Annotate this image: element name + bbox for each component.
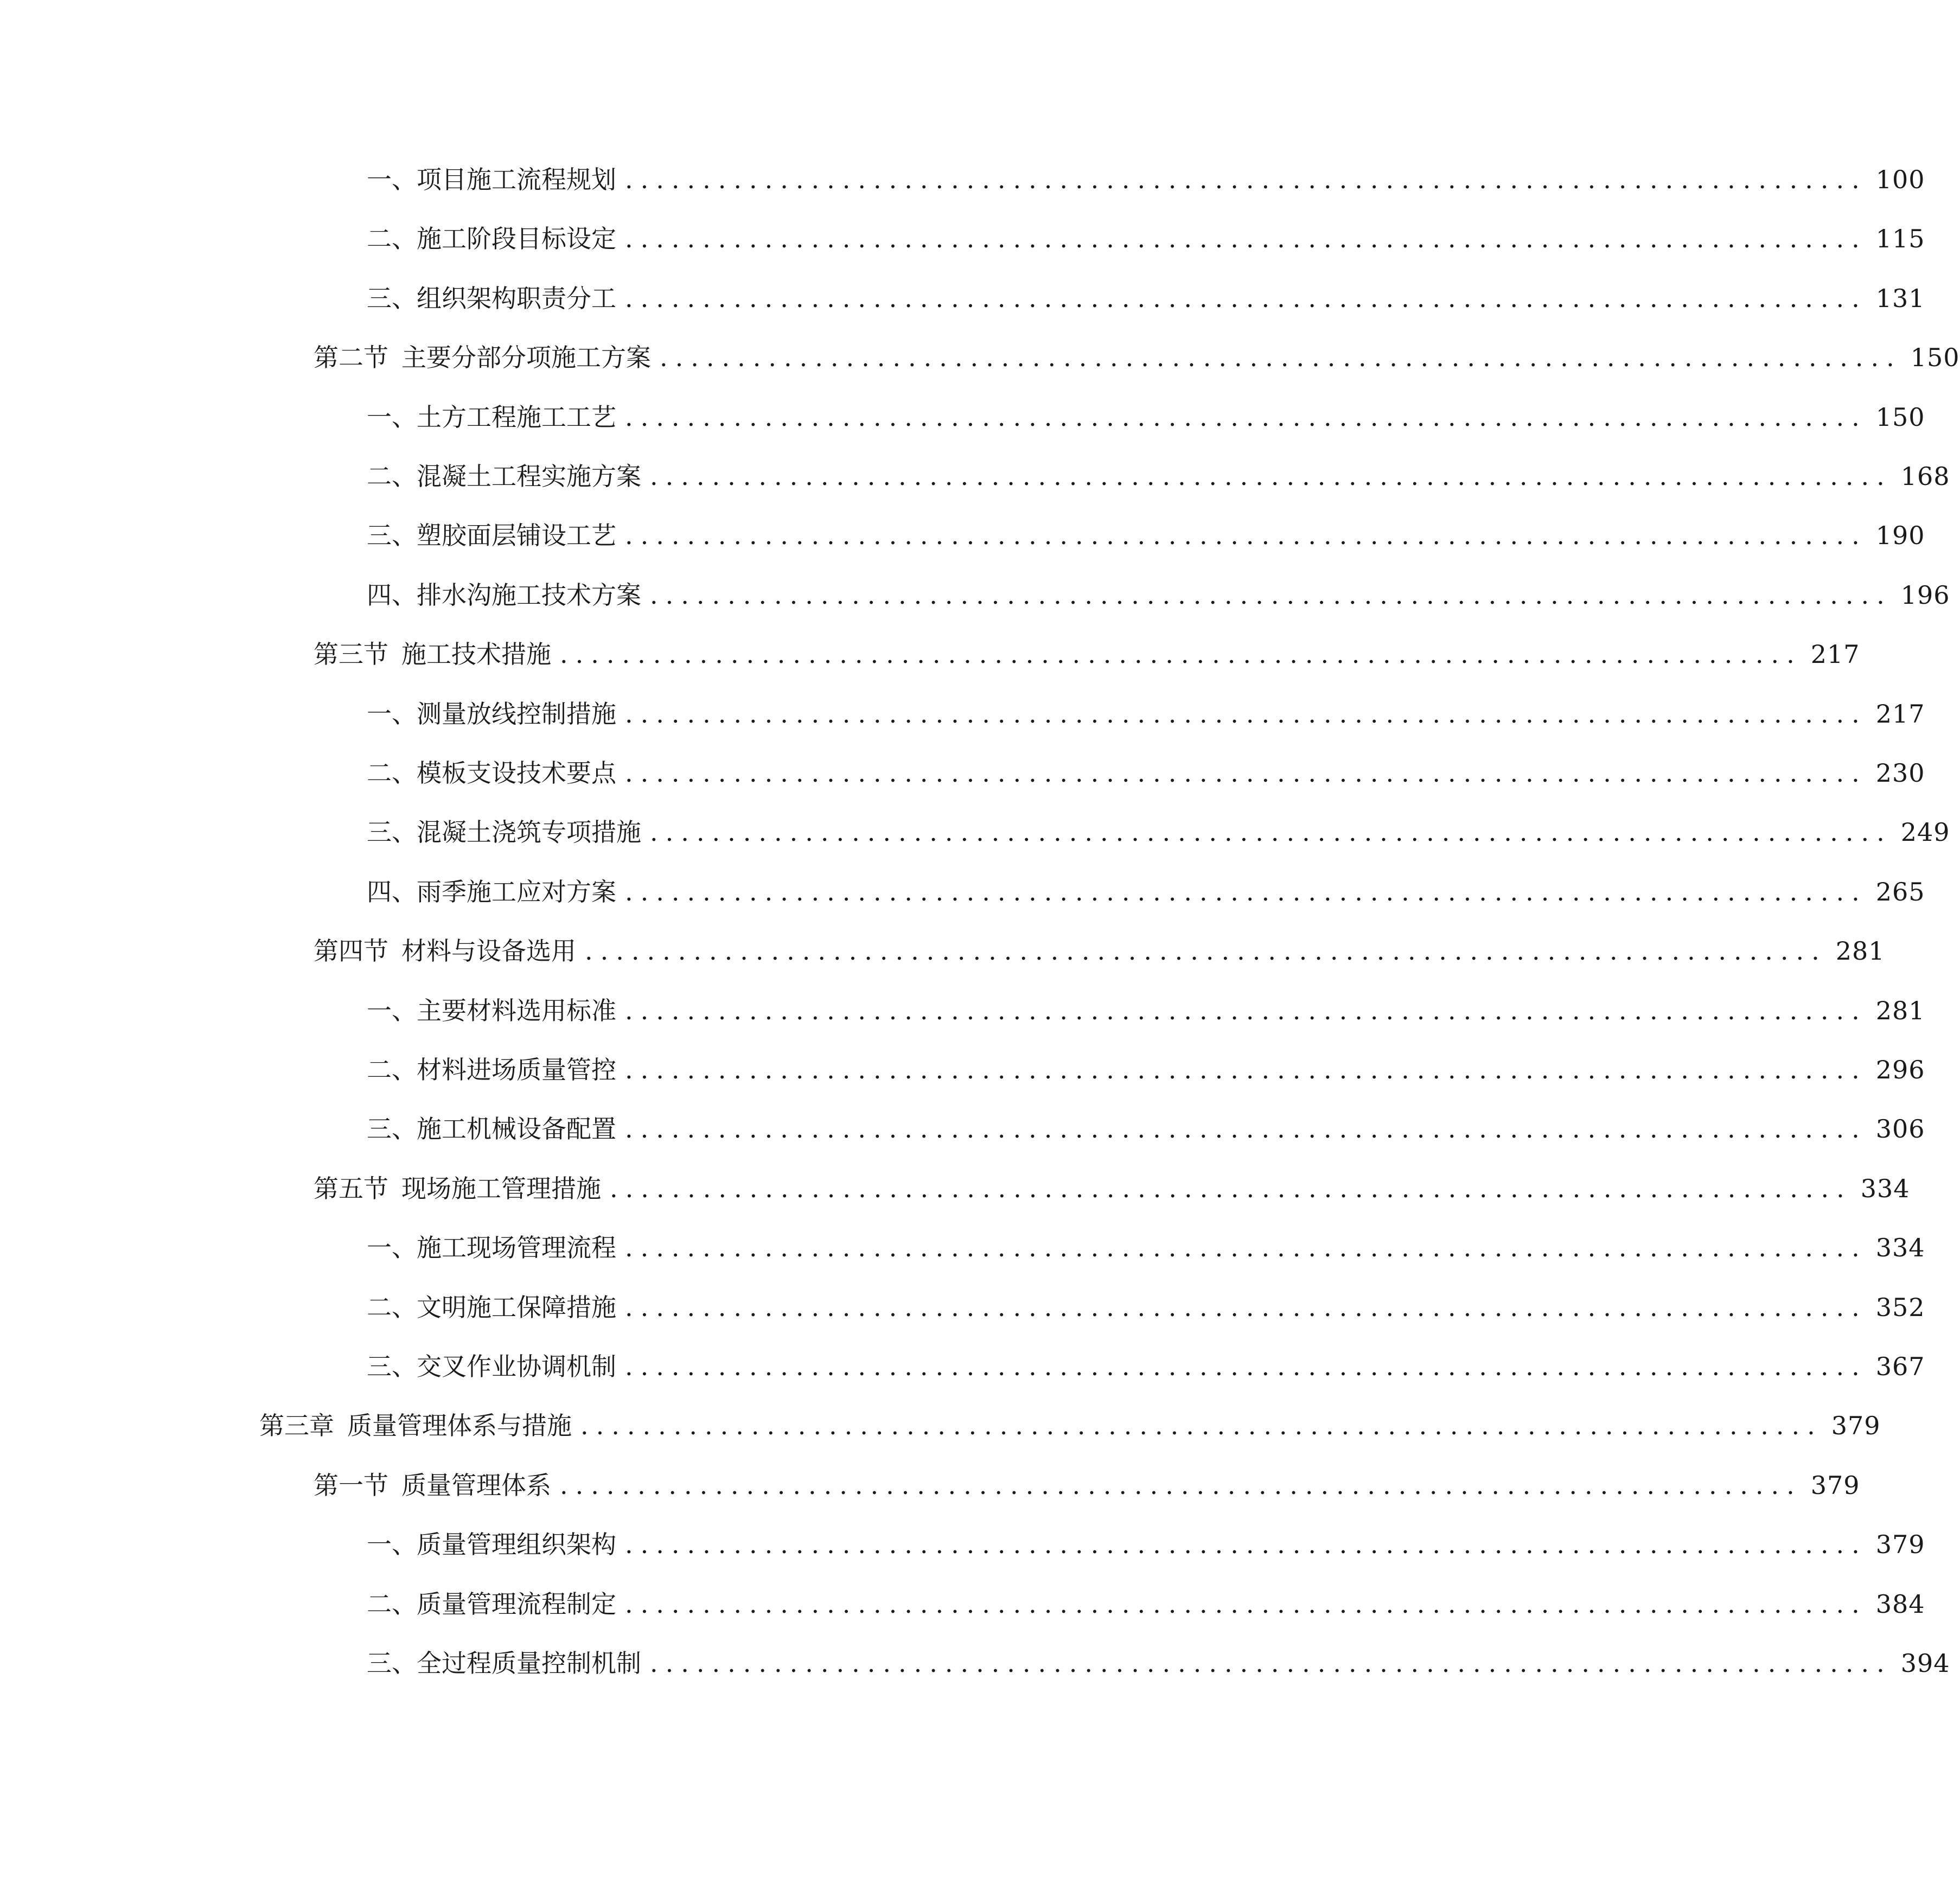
toc-entry-page: 131 (1875, 284, 1925, 313)
toc-entry-number: 第四节 (314, 936, 388, 966)
toc-entry[interactable] (367, 279, 1925, 317)
toc-entry-page: 379 (1810, 1471, 1860, 1500)
toc-entry-title: 施工阶段目标设定 (417, 224, 616, 253)
toc-entry-number: 第三章 (259, 1411, 334, 1440)
toc-entry-title: 混凝土工程实施方案 (417, 462, 641, 491)
toc-dot-leader: ................................................................................ (560, 640, 1802, 669)
toc-entry-title: 施工现场管理流程 (417, 1233, 616, 1262)
toc-entry[interactable] (367, 1348, 1925, 1385)
toc-entry-title: 全过程质量控制机制 (417, 1649, 641, 1678)
toc-entry[interactable] (367, 1051, 1925, 1089)
toc-entry[interactable] (314, 1170, 1910, 1208)
toc-dot-leader: ................................................................................ (625, 996, 1867, 1025)
toc-entry[interactable] (367, 992, 1925, 1030)
toc-entry[interactable] (314, 932, 1885, 970)
toc-entry-page: 150 (1875, 403, 1925, 432)
toc-dot-leader: ................................................................................ (625, 699, 1867, 729)
toc-entry[interactable] (367, 161, 1925, 199)
toc-entry-number: 一、 (367, 996, 417, 1025)
toc-dot-leader: ................................................................................ (625, 758, 1867, 788)
toc-entry-page: 367 (1875, 1352, 1925, 1381)
toc-entry-title: 主要材料选用标准 (417, 996, 616, 1025)
toc-dot-leader: ................................................................................ (625, 877, 1867, 906)
toc-entry-number: 三、 (367, 284, 417, 313)
toc-entry-page: 115 (1875, 224, 1925, 253)
toc-entry-number: 一、 (367, 165, 417, 194)
toc-entry-title: 主要分部分项施工方案 (401, 343, 651, 372)
toc-entry-number: 三、 (367, 1352, 417, 1381)
toc-entry-number: 三、 (367, 1649, 417, 1678)
toc-entry-title: 项目施工流程规划 (417, 165, 616, 194)
toc-entry-page: 379 (1831, 1411, 1881, 1440)
toc-dot-leader: ................................................................................ (625, 224, 1867, 253)
toc-entry[interactable] (367, 873, 1925, 911)
toc-entry-number: 三、 (367, 521, 417, 550)
toc-dot-leader: ................................................................................ (560, 1471, 1802, 1500)
toc-entry-page: 394 (1900, 1649, 1950, 1678)
toc-entry-number: 二、 (367, 462, 417, 491)
toc-entry-page: 352 (1875, 1293, 1925, 1322)
toc-entry-number: 一、 (367, 1233, 417, 1262)
toc-entry-page: 379 (1875, 1530, 1925, 1559)
toc-entry-page: 281 (1835, 936, 1885, 966)
toc-entry[interactable] (259, 1407, 1881, 1445)
toc-entry-page: 249 (1900, 818, 1950, 847)
toc-entry-title: 质量管理体系 (401, 1471, 551, 1500)
toc-entry-page: 265 (1875, 877, 1925, 906)
toc-entry[interactable] (314, 635, 1860, 673)
toc-entry-number: 一、 (367, 403, 417, 432)
toc-entry-page: 281 (1875, 996, 1925, 1025)
toc-dot-leader: ................................................................................ (625, 1114, 1867, 1144)
toc-entry-page: 190 (1875, 521, 1925, 550)
toc-dot-leader: ................................................................................ (650, 580, 1892, 610)
toc-entry-number: 四、 (367, 580, 417, 610)
toc-entry-number: 二、 (367, 1589, 417, 1619)
toc-entry-number: 二、 (367, 1055, 417, 1084)
toc-entry[interactable] (314, 1466, 1860, 1504)
toc-entry-title: 交叉作业协调机制 (417, 1352, 616, 1381)
toc-entry-page: 296 (1875, 1055, 1925, 1084)
toc-entry-page: 217 (1810, 640, 1860, 669)
toc-entry-number: 第二节 (314, 343, 388, 372)
toc-entry-page: 196 (1900, 580, 1950, 610)
toc-entry-title: 模板支设技术要点 (417, 758, 616, 788)
toc-entry-title: 塑胶面层铺设工艺 (417, 521, 616, 550)
toc-entry-number: 三、 (367, 1114, 417, 1144)
toc-entry-title: 质量管理体系与措施 (347, 1411, 572, 1440)
toc-entry-number: 第一节 (314, 1471, 388, 1500)
toc-entry-title: 施工技术措施 (401, 640, 551, 669)
toc-entry-page: 306 (1875, 1114, 1925, 1144)
toc-dot-leader: ................................................................................ (625, 521, 1867, 550)
toc-entry-title: 测量放线控制措施 (417, 699, 616, 729)
toc-entry-title: 质量管理组织架构 (417, 1530, 616, 1559)
toc-entry[interactable] (367, 1585, 1925, 1623)
toc-entry[interactable] (367, 813, 1950, 851)
toc-entry-page: 217 (1875, 699, 1925, 729)
toc-entry[interactable] (367, 220, 1925, 258)
toc-entry-title: 混凝土浇筑专项措施 (417, 818, 641, 847)
toc-dot-leader: ................................................................................ (650, 818, 1892, 847)
toc-entry-page: 100 (1875, 165, 1925, 194)
toc-entry-title: 组织架构职责分工 (417, 284, 616, 313)
toc-dot-leader: ................................................................................ (625, 1055, 1867, 1084)
toc-entry-number: 第三节 (314, 640, 388, 669)
toc-entry-page: 168 (1900, 462, 1950, 491)
toc-entry[interactable] (314, 339, 1960, 376)
toc-entry-number: 第五节 (314, 1174, 388, 1203)
toc-entry-number: 二、 (367, 224, 417, 253)
toc-entry[interactable] (367, 457, 1950, 495)
toc-entry-title: 排水沟施工技术方案 (417, 580, 641, 610)
toc-entry-title: 文明施工保障措施 (417, 1293, 616, 1322)
toc-entry[interactable] (367, 754, 1925, 792)
toc-entry-title: 土方工程施工工艺 (417, 403, 616, 432)
toc-dot-leader: ................................................................................ (625, 1293, 1867, 1322)
toc-entry-number: 一、 (367, 699, 417, 729)
toc-entry-title: 施工机械设备配置 (417, 1114, 616, 1144)
toc-dot-leader: ................................................................................ (625, 284, 1867, 313)
toc-entry-title: 质量管理流程制定 (417, 1589, 616, 1619)
toc-entry-page: 384 (1875, 1589, 1925, 1619)
toc-entry-title: 材料进场质量管控 (417, 1055, 616, 1084)
toc-entry-number: 一、 (367, 1530, 417, 1559)
toc-dot-leader: ................................................................................ (625, 403, 1867, 432)
toc-dot-leader: ................................................................................ (650, 1649, 1892, 1678)
toc-entry[interactable] (367, 1644, 1950, 1682)
toc-entry-title: 现场施工管理措施 (401, 1174, 601, 1203)
toc-dot-leader: ................................................................................ (650, 462, 1892, 491)
toc-entry-title: 雨季施工应对方案 (417, 877, 616, 906)
toc-entry-page: 334 (1875, 1233, 1925, 1262)
toc-entry[interactable] (367, 576, 1950, 614)
toc-dot-leader: ................................................................................ (625, 1589, 1867, 1619)
toc-dot-leader: ................................................................................ (625, 1530, 1867, 1559)
toc-entry-page: 334 (1860, 1174, 1910, 1203)
toc-entry[interactable] (367, 398, 1925, 436)
toc-dot-leader: ................................................................................ (625, 165, 1867, 194)
toc-entry-page: 150 (1910, 343, 1960, 372)
toc-entry[interactable] (367, 1525, 1925, 1563)
toc-entry[interactable] (367, 516, 1925, 554)
toc-dot-leader: ................................................................................ (610, 1174, 1852, 1203)
toc-entry-number: 三、 (367, 818, 417, 847)
toc-entry[interactable] (367, 1110, 1925, 1148)
toc-entry-page: 230 (1875, 758, 1925, 788)
toc-dot-leader: ................................................................................ (625, 1233, 1867, 1262)
toc-entry-number: 四、 (367, 877, 417, 906)
toc-entry[interactable] (367, 695, 1925, 733)
toc-dot-leader: ................................................................................ (625, 1352, 1867, 1381)
toc-entry[interactable] (367, 1288, 1925, 1326)
toc-dot-leader: ................................................................................ (660, 343, 1902, 372)
toc-entry-number: 二、 (367, 758, 417, 788)
toc-entry[interactable] (367, 1229, 1925, 1267)
toc-dot-leader: ................................................................................ (585, 936, 1827, 966)
toc-dot-leader: ................................................................................ (580, 1411, 1823, 1440)
toc-entry-title: 材料与设备选用 (401, 936, 576, 966)
toc-entry-number: 二、 (367, 1293, 417, 1322)
